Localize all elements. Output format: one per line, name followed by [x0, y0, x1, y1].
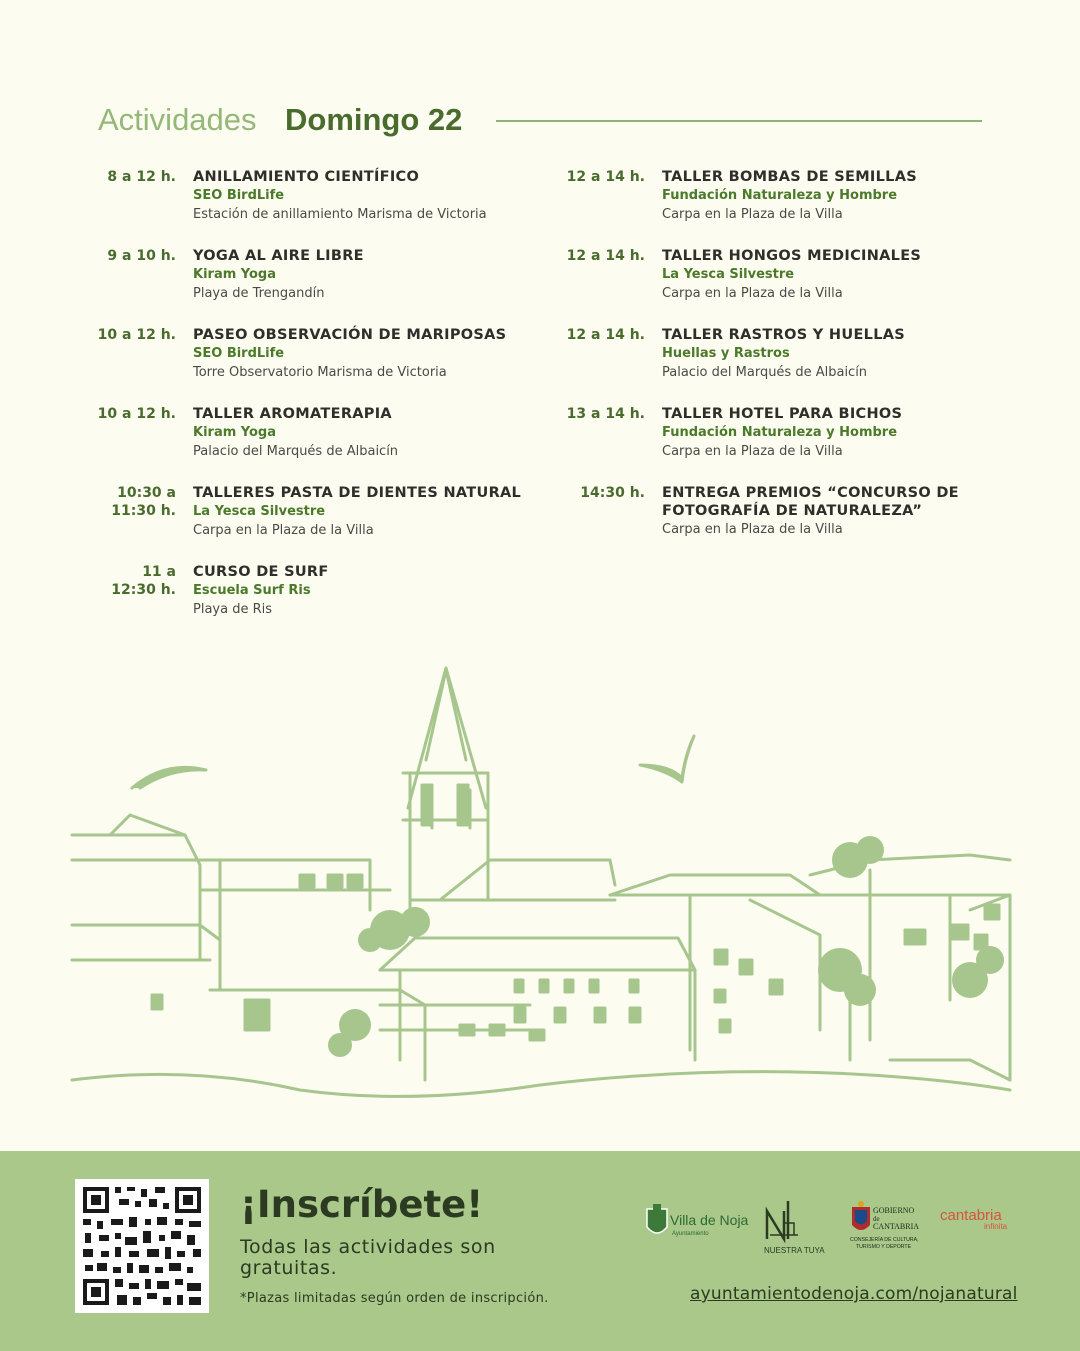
- activity-time: 12 a 14 h.: [566, 248, 645, 264]
- footer: [0, 1151, 1080, 1351]
- activity-item: [565, 326, 985, 405]
- activity-organizer: La Yesca Silvestre: [193, 504, 326, 519]
- activities-right-column: [565, 168, 985, 563]
- activity-item: [96, 563, 526, 642]
- activity-title: PASEO OBSERVACIÓN DE MARIPOSAS: [193, 327, 507, 343]
- cantabria-logo-sub: infinita: [984, 1222, 1008, 1231]
- town-illustration: [70, 660, 1016, 1110]
- activity-item: [96, 168, 526, 247]
- cantabria-logo-text: cantabria: [940, 1207, 1002, 1224]
- noja-logo-sub: NUESTRA TUYA: [764, 1246, 825, 1255]
- activity-place: Carpa en la Plaza de la Villa: [193, 523, 374, 538]
- activity-item: [96, 247, 526, 326]
- activity-organizer: Kiram Yoga: [193, 267, 277, 282]
- activity-title: TALLER BOMBAS DE SEMILLAS: [662, 169, 917, 185]
- limited-places-note: *Plazas limitadas según orden de inscripción.: [240, 1291, 549, 1306]
- activity-time: 11 a 12:30 h.: [111, 564, 176, 598]
- activity-item: [565, 168, 985, 247]
- activity-item: [565, 247, 985, 326]
- activity-organizer: La Yesca Silvestre: [662, 267, 795, 282]
- header-activities: Actividades: [98, 102, 257, 137]
- gob-logo-line5: TURISMO Y DEPORTE: [856, 1244, 912, 1250]
- activity-title: TALLER HONGOS MEDICINALES: [662, 248, 922, 264]
- cantabria-infinita-logo: [940, 1201, 1016, 1231]
- activity-time: 12 a 14 h.: [566, 169, 645, 185]
- activity-time: 10 a 12 h.: [97, 327, 176, 343]
- activity-organizer: Kiram Yoga: [193, 425, 277, 440]
- activity-organizer: Escuela Surf Ris: [193, 583, 311, 598]
- activity-place: Playa de Trengandín: [193, 286, 325, 301]
- activity-title: ANILLAMIENTO CIENTÍFICO: [193, 169, 420, 185]
- activity-item: [565, 484, 985, 563]
- villa-logo-text: Villa de Noja: [670, 1212, 749, 1228]
- activity-time: 13 a 14 h.: [566, 406, 645, 422]
- activity-place: Playa de Ris: [193, 602, 273, 617]
- activity-organizer: SEO BirdLife: [193, 188, 285, 203]
- free-activities-text: Todas las actividades son gratuitas.: [240, 1236, 496, 1279]
- activity-title: YOGA AL AIRE LIBRE: [193, 248, 364, 264]
- activity-place: Carpa en la Plaza de la Villa: [662, 286, 843, 301]
- header-day: Domingo 22: [285, 102, 463, 137]
- activity-time: 8 a 12 h.: [107, 169, 176, 185]
- activity-place: Carpa en la Plaza de la Villa: [662, 522, 843, 537]
- activity-time: 12 a 14 h.: [566, 327, 645, 343]
- activity-organizer: SEO BirdLife: [193, 346, 285, 361]
- activity-place: Palacio del Marqués de Albaicín: [662, 365, 868, 380]
- villa-de-noja-logo: [645, 1201, 749, 1241]
- activity-time: 10:30 a 11:30 h.: [111, 485, 176, 519]
- signup-heading: ¡Inscríbete!: [240, 1183, 484, 1226]
- activity-item: [96, 405, 526, 484]
- activity-item: [565, 405, 985, 484]
- website-link[interactable]: ayuntamientodenoja.com/nojanatural: [690, 1284, 1018, 1304]
- activity-organizer: Fundación Naturaleza y Hombre: [662, 425, 898, 440]
- activity-item: [96, 484, 526, 563]
- page-header: [98, 100, 982, 144]
- activity-title: TALLERES PASTA DE DIENTES NATURAL: [193, 485, 522, 501]
- activity-organizer: Fundación Naturaleza y Hombre: [662, 188, 898, 203]
- activity-title: TALLER HOTEL PARA BICHOS: [662, 406, 903, 422]
- noja-nuestra-tuya-logo: [764, 1201, 834, 1257]
- activity-place: Estación de anillamiento Marisma de Victoria: [193, 207, 487, 222]
- activity-title: TALLER RASTROS Y HUELLAS: [662, 327, 905, 343]
- villa-logo-sub: Ayuntamiento: [672, 1231, 709, 1237]
- activity-time: 10 a 12 h.: [97, 406, 176, 422]
- activity-title: CURSO DE SURF: [193, 564, 329, 580]
- activity-organizer: Huellas y Rastros: [662, 346, 790, 361]
- gob-logo-line3: CANTABRIA: [873, 1222, 920, 1231]
- activity-title: TALLER AROMATERAPIA: [193, 406, 392, 422]
- activity-time: 9 a 10 h.: [107, 248, 176, 264]
- activity-title: ENTREGA PREMIOS “CONCURSO DE FOTOGRAFÍA DE NATURALEZA”: [662, 485, 959, 519]
- gob-logo-line2: de: [873, 1215, 880, 1223]
- gob-logo-line1: GOBIERNO: [873, 1206, 915, 1215]
- activity-place: Torre Observatorio Marisma de Victoria: [193, 365, 447, 380]
- activity-place: Carpa en la Plaza de la Villa: [662, 207, 843, 222]
- activity-time: 14:30 h.: [580, 485, 645, 501]
- activities-left-column: [96, 168, 526, 642]
- qr-code[interactable]: [75, 1179, 209, 1313]
- gob-logo-line4: CONSEJERÍA DE CULTURA,: [850, 1237, 919, 1243]
- gobierno-cantabria-logo: [850, 1201, 930, 1253]
- activity-place: Carpa en la Plaza de la Villa: [662, 444, 843, 459]
- header-divider: [496, 120, 982, 122]
- activity-item: [96, 326, 526, 405]
- activity-place: Palacio del Marqués de Albaicín: [193, 444, 399, 459]
